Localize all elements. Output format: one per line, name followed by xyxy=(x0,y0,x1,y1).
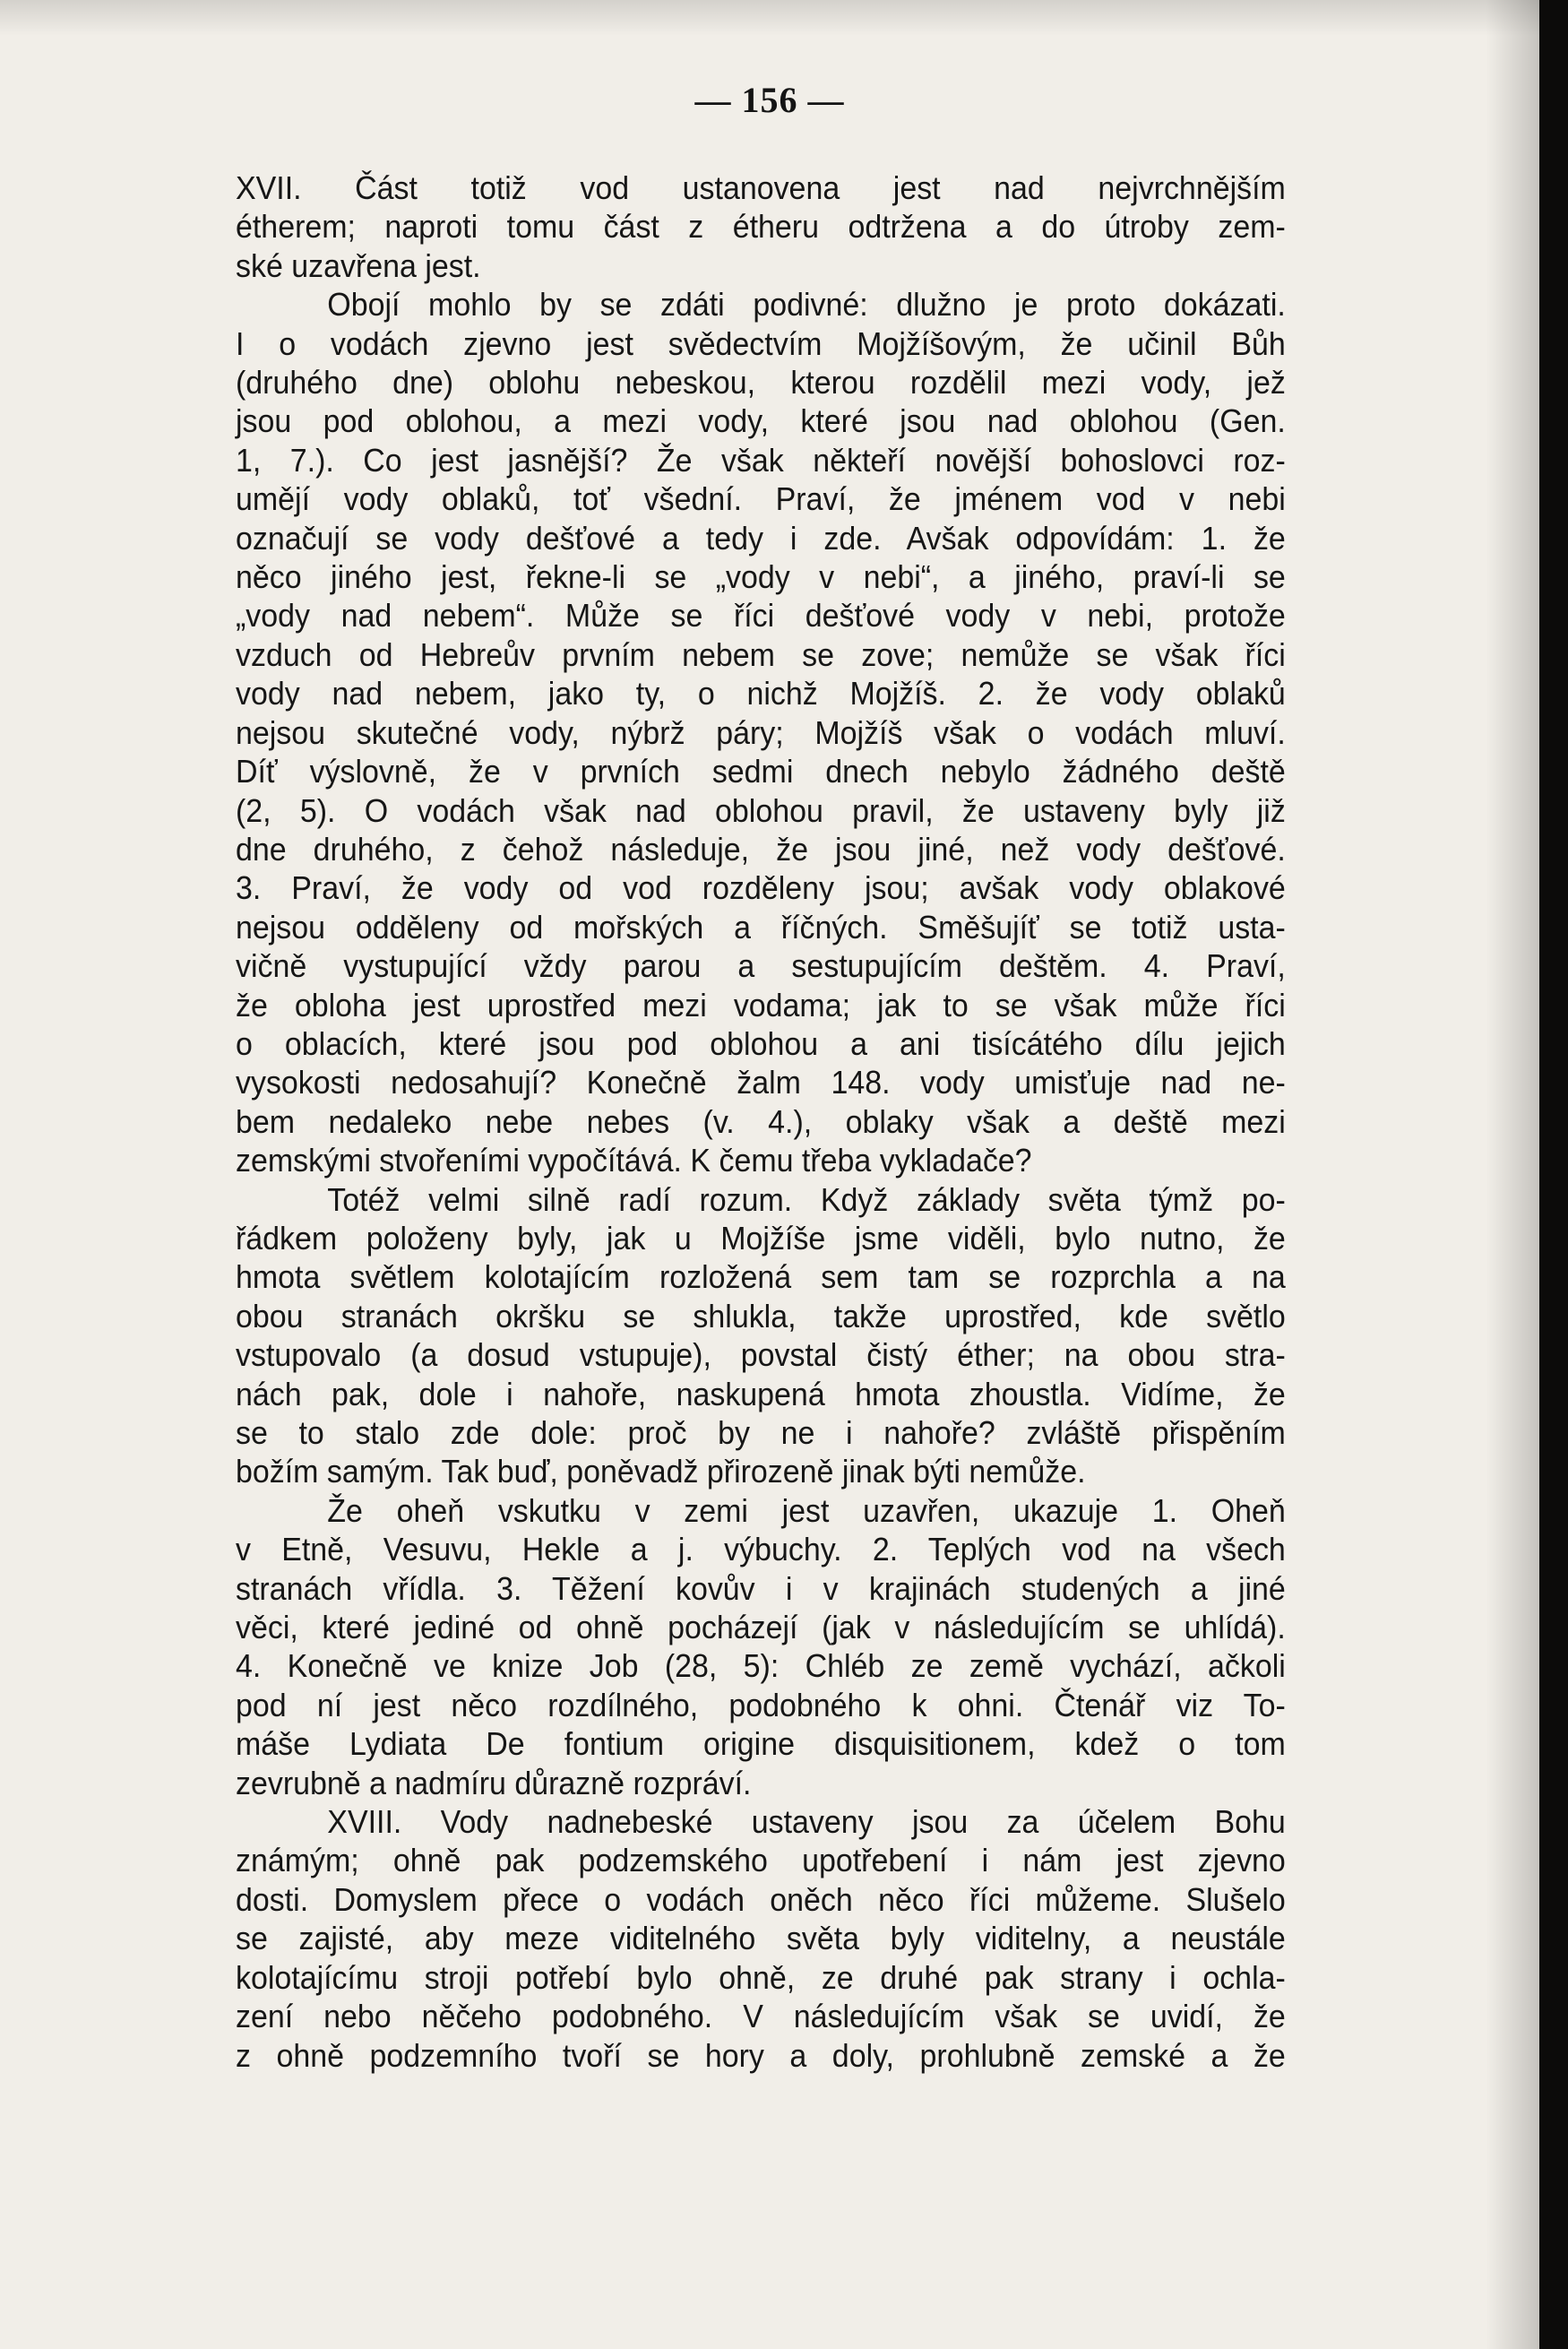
text-line: věci, které jediné od ohně pocházejí (jak v následujícím se uhlídá). xyxy=(236,1609,1286,1646)
text-line: bem nedaleko nebe nebes (v. 4.), oblaky však a deště mezi xyxy=(236,1102,1286,1140)
text-line: (druhého dne) oblohu nebeskou, kterou rozdělil mezi vody, jež xyxy=(236,364,1286,402)
scan-top-shadow xyxy=(0,0,1539,36)
text-line: známým; ohně pak podzemského upotřebení i nám jest zjevno xyxy=(236,1842,1286,1879)
text-line: se to stalo zde dole: proč by ne i nahoře? zvláště přispěním xyxy=(236,1414,1286,1451)
text-line: umějí vody oblaků, toť všední. Praví, že jménem vod v nebi xyxy=(236,480,1286,518)
text-line: I o vodách zjevno jest svědectvím Mojžíšovým, že učinil Bůh xyxy=(236,324,1286,362)
text-line: že obloha jest uprostřed mezi vodama; jak to se však může říci xyxy=(236,986,1286,1023)
text-line: 4. Konečně ve knize Job (28, 5): Chléb ze země vychází, ačkoli xyxy=(236,1647,1286,1685)
text-line: jsou pod oblohou, a mezi vody, které jsou nad oblohou (Gen. xyxy=(236,402,1286,440)
page-number: — 156 — xyxy=(694,80,845,120)
text-line: řádkem položeny byly, jak u Mojžíše jsme viděli, bylo nutno, že xyxy=(236,1219,1286,1257)
text-line: vstupovalo (a dosud vstupuje), povstal čistý éther; na obou stra- xyxy=(236,1336,1286,1374)
text-line: Díť výslovně, že v prvních sedmi dnech nebylo žádného deště xyxy=(236,753,1286,790)
text-line: kolotajícímu stroji potřebí bylo ohně, ze druhé pak strany i ochla- xyxy=(236,1958,1286,1996)
text-line: z ohně podzemního tvoří se hory a doly, prohlubně zemské a že xyxy=(236,2036,1286,2074)
text-line: Obojí mohlo by se zdáti podivné: dlužno je proto dokázati. xyxy=(327,286,1286,324)
text-line: XVIII. Vody nadnebeské ustaveny jsou za účelem Bohu xyxy=(327,1803,1286,1841)
text-line: hmota světlem kolotajícím rozložená sem tam se rozprchla a na xyxy=(236,1258,1286,1296)
text-line: máše Lydiata De fontium origine disquisitionem, kdež o tom xyxy=(236,1725,1286,1763)
text-line: vysokosti nedosahují? Konečně žalm 148. vody umisťuje nad ne- xyxy=(236,1064,1286,1101)
scan-edge-shadow xyxy=(1486,0,1539,2349)
text-line: vičně vystupující vždy parou a sestupujícím deštěm. 4. Praví, xyxy=(236,947,1286,985)
text-line: pod ní jest něco rozdílného, podobného k ohni. Čtenář viz To- xyxy=(236,1686,1286,1723)
text-line: 3. Praví, že vody od vod rozděleny jsou; avšak vody oblakové xyxy=(236,869,1286,907)
text-line: obou stranách okršku se shlukla, takže uprostřed, kde světlo xyxy=(236,1297,1286,1334)
text-line: ské uzavřena jest. xyxy=(236,246,481,284)
text-line: XVII. Část totiž vod ustanovena jest nad nejvrchnějším xyxy=(236,169,1286,206)
text-line: (2, 5). O vodách však nad oblohou pravil, že ustaveny byly již xyxy=(236,791,1286,829)
text-line: dne druhého, z čehož následuje, že jsou jiné, než vody dešťové. xyxy=(236,830,1286,868)
text-line: stranách vřídla. 3. Těžení kovův i v krajinách studených a jiné xyxy=(236,1569,1286,1607)
text-line: 1, 7.). Co jest jasnější? Že však někteří novější bohoslovci roz- xyxy=(236,441,1286,479)
text-line: nách pak, dole i nahoře, naskupená hmota zhoustla. Vidíme, že xyxy=(236,1375,1286,1412)
text-line: zení nebo něčeho podobného. V následujícím však se uvidí, že xyxy=(236,1998,1286,2035)
text-line: étherem; naproti tomu část z étheru odtržena a do útroby zem- xyxy=(236,208,1286,246)
text-line: dosti. Domyslem přece o vodách oněch něco říci můžeme. Slušelo xyxy=(236,1880,1286,1918)
text-line: Že oheň vskutku v zemi jest uzavřen, ukazuje 1. Oheň xyxy=(327,1491,1286,1529)
text-line: se zajisté, aby meze viditelného světa byly viditelny, a neustále xyxy=(236,1920,1286,1957)
text-line: božím samým. Tak buď, poněvadž přirozeně jinak býti nemůže. xyxy=(236,1453,1086,1490)
text-line: zevrubně a nadmíru důrazně rozpráví. xyxy=(236,1764,752,1801)
text-line: vody nad nebem, jako ty, o nichž Mojžíš. 2. že vody oblaků xyxy=(236,675,1286,712)
text-line: v Etně, Vesuvu, Hekle a j. výbuchy. 2. Teplých vod na všech xyxy=(236,1531,1286,1568)
text-line: něco jiného jest, řekne-li se „vody v nebi“, a jiného, praví-li se xyxy=(236,558,1286,596)
text-line: označují se vody dešťové a tedy i zde. Avšak odpovídám: 1. že xyxy=(236,519,1286,557)
text-line: nejsou odděleny od mořských a říčných. Směšujíť se totiž usta- xyxy=(236,908,1286,946)
text-line: Totéž velmi silně radí rozum. Když základy světa týmž po- xyxy=(327,1180,1286,1218)
text-line: „vody nad nebem“. Může se říci dešťové vody v nebi, protože xyxy=(236,597,1286,635)
body-text xyxy=(236,168,1286,2075)
text-line: zemskými stvořeními vypočítává. K čemu třeba vykladače? xyxy=(236,1142,1032,1179)
text-line: nejsou skutečné vody, nýbrž páry; Mojžíš však o vodách mluví. xyxy=(236,713,1286,751)
text-line: vzduch od Hebreův prvním nebem se zove; nemůže se však říci xyxy=(236,635,1286,673)
text-line: o oblacích, které jsou pod oblohou a ani tisícátého dílu jejich xyxy=(236,1024,1286,1062)
